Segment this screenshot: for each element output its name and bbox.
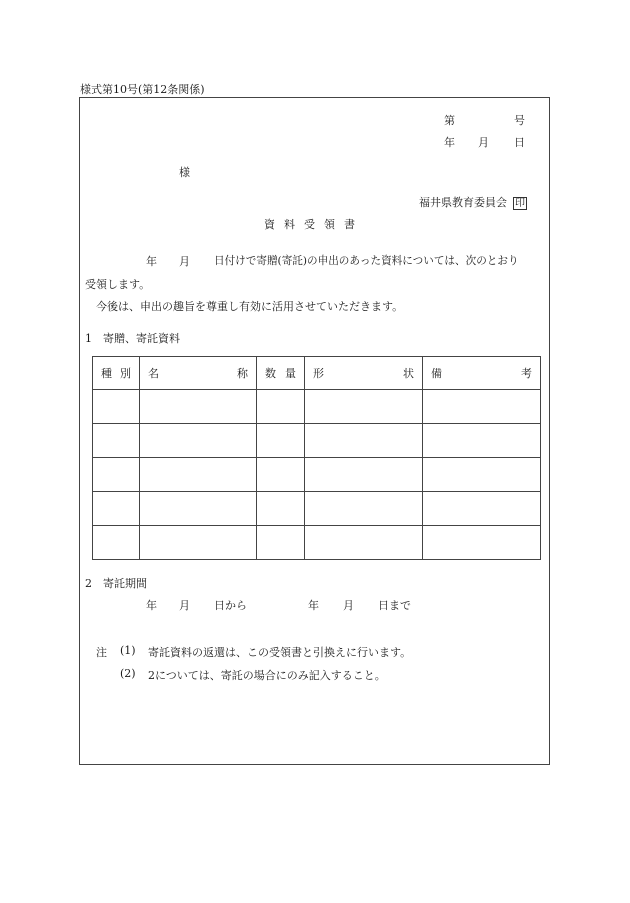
- table-cell[interactable]: [93, 458, 140, 492]
- date-month: 月: [478, 136, 489, 149]
- table-cell[interactable]: [140, 492, 257, 526]
- body-year: 年: [146, 255, 157, 268]
- table-cell[interactable]: [305, 390, 423, 424]
- form-number-label: 様式第10号(第12条関係): [80, 83, 205, 96]
- note-2-text: 2については、寄託の場合にのみ記入すること。: [148, 669, 386, 682]
- from-year: 年: [146, 599, 157, 612]
- issuer-name: 福井県教育委員会: [419, 196, 507, 209]
- table-cell[interactable]: [423, 424, 541, 458]
- col-type: 種 別: [93, 357, 140, 390]
- recipient-suffix: 様: [179, 166, 190, 179]
- table-cell[interactable]: [140, 390, 257, 424]
- col-remarks: 備 考: [423, 357, 541, 390]
- table-cell[interactable]: [140, 458, 257, 492]
- issuer: [419, 194, 527, 210]
- note-2-num: (2): [120, 667, 136, 680]
- date-day: 日: [514, 136, 525, 149]
- col-shape: 形 状: [305, 357, 423, 390]
- table-row: [93, 492, 541, 526]
- table-cell[interactable]: [423, 492, 541, 526]
- from-day: 日から: [214, 599, 247, 612]
- materials-table: [92, 356, 541, 560]
- to-month: 月: [343, 599, 354, 612]
- table-row: [93, 458, 541, 492]
- col-quantity: 数 量: [257, 357, 305, 390]
- to-year: 年: [308, 599, 319, 612]
- section1-heading: 1 寄贈、寄託資料: [85, 332, 180, 345]
- table-cell[interactable]: [305, 458, 423, 492]
- table-cell[interactable]: [93, 390, 140, 424]
- table-cell[interactable]: [257, 526, 305, 560]
- document-title: 資料受領書: [264, 218, 364, 231]
- table-row: [93, 526, 541, 560]
- table-cell[interactable]: [423, 526, 541, 560]
- body-line2: 受領します。: [85, 278, 151, 291]
- table-cell[interactable]: [140, 526, 257, 560]
- table-row: [93, 390, 541, 424]
- table-cell[interactable]: [423, 458, 541, 492]
- table-cell[interactable]: [257, 424, 305, 458]
- document-frame: [79, 97, 550, 765]
- number-suffix: 号: [514, 114, 525, 127]
- table-cell[interactable]: [305, 424, 423, 458]
- table-cell[interactable]: [305, 492, 423, 526]
- table-cell[interactable]: [93, 526, 140, 560]
- body-line3: 今後は、申出の趣旨を尊重し有効に活用させていただきます。: [96, 300, 404, 313]
- date-year: 年: [444, 136, 455, 149]
- table-cell[interactable]: [423, 390, 541, 424]
- seal-mark: 印: [515, 198, 525, 209]
- table-row: [93, 424, 541, 458]
- table-cell[interactable]: [257, 458, 305, 492]
- note-1-text: 寄託資料の返還は、この受領書と引換えに行います。: [148, 646, 412, 659]
- table-cell[interactable]: [257, 390, 305, 424]
- table-cell[interactable]: [140, 424, 257, 458]
- table-cell[interactable]: [93, 424, 140, 458]
- table-header-row: [93, 357, 541, 390]
- note-1-num: (1): [120, 644, 136, 657]
- col-name: 名 称: [140, 357, 257, 390]
- to-day: 日まで: [378, 599, 411, 612]
- table-cell[interactable]: [257, 492, 305, 526]
- table-cell[interactable]: [305, 526, 423, 560]
- table-cell[interactable]: [93, 492, 140, 526]
- from-month: 月: [179, 599, 190, 612]
- section2-heading: 2 寄託期間: [85, 577, 147, 590]
- number-prefix: 第: [444, 114, 455, 127]
- body-month: 月: [179, 255, 190, 268]
- body-line1: 日付けで寄贈(寄託)の申出のあった資料については、次のとおり: [214, 255, 519, 267]
- notes-label: 注: [96, 646, 107, 659]
